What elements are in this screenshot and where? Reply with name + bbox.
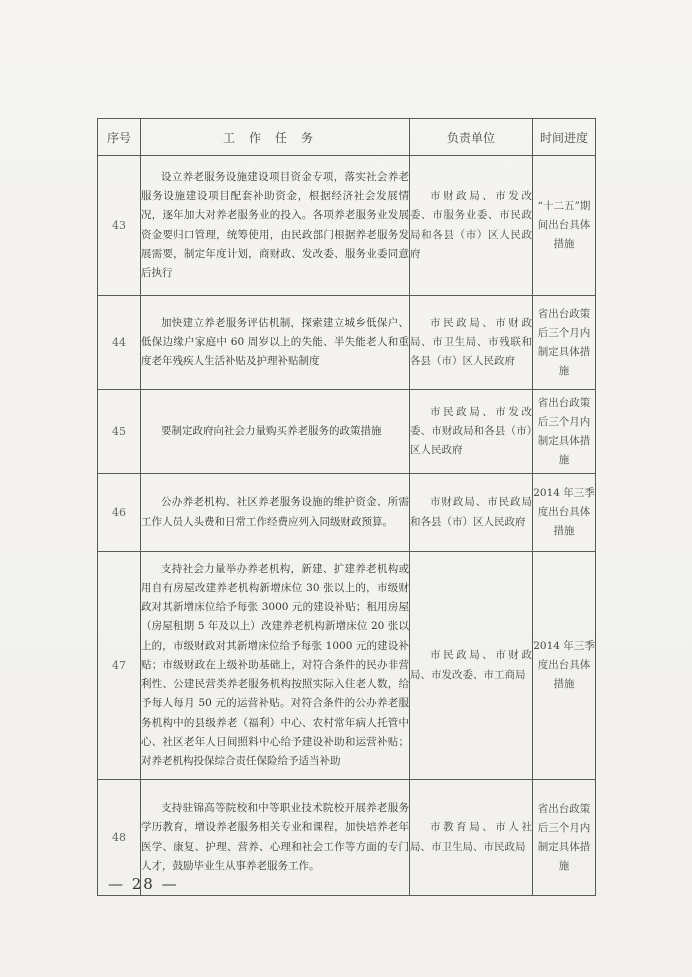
header-time: 时间进度: [533, 119, 596, 156]
page-number: — 28 —: [108, 875, 179, 893]
table-row: [98, 552, 596, 780]
row-task: 支持驻锦高等院校和中等职业技术院校开展养老服务学历教育，增设养老服务相关专业和课程，加快培养老年医学、康复、护理、营养、心理和社会工作等方面的专门人才，鼓励毕业生从事养老服务工作。: [141, 780, 410, 896]
row-no: 47: [98, 552, 141, 780]
row-time: 2014 年三季度出台具体措施: [533, 474, 596, 552]
row-time: 2014 年三季度出台具体措施: [533, 552, 596, 780]
row-no: 44: [98, 296, 141, 390]
row-unit: 市教育局、市人社局、市卫生局、市民政局: [410, 780, 533, 896]
row-unit: 市财政局、市发改委、市服务业委、市民政局和各县（市）区人民政府: [410, 156, 533, 296]
row-time: “十二五”期间出台具体措施: [533, 156, 596, 296]
row-unit: 市财政局、市民政局和各县（市）区人民政府: [410, 474, 533, 552]
row-no: 43: [98, 156, 141, 296]
row-task: 加快建立养老服务评估机制，探索建立城乡低保户、低保边缘户家庭中 60 周岁以上的失能、半失能老人和重度老年残疾人生活补贴及护理补贴制度: [141, 296, 410, 390]
row-time: 省出台政策后三个月内制定具体措施: [533, 296, 596, 390]
row-unit: 市民政局、市财政局、市发改委、市工商局: [410, 552, 533, 780]
row-task: 支持社会力量举办养老机构，新建、扩建养老机构或用自有房屋改建养老机构新增床位 30 张以上的，市级财政对其新增床位给予每张 3000 元的建设补贴；租用房屋（房屋租期 5 年及以上）改建养老机构新增床位 20 张以上的，市级财政对其新增床位给予每张 1000 元的建设补贴；市级财政在上级补助基础上，对符合条件的民办非营利性、公建民营类养老服务机构按照实际入住老人数，给予每人每月 50 元的运营补贴。对符合条件的公办养老服务机构中的县级养老（福利）中心、农村常年病人托管中心、社区老年人日间照料中心给予建设补助和运营补贴；对养老机构投保综合责任保险给予适当补助: [141, 552, 410, 780]
row-no: 48: [98, 780, 141, 896]
row-task: 公办养老机构、社区养老服务设施的维护资金、所需工作人员人头费和日常工作经费应列入同级财政预算。: [141, 474, 410, 552]
header-task: 工作任务: [141, 119, 410, 156]
row-task: 要制定政府向社会力量购买养老服务的政策措施: [141, 390, 410, 474]
row-unit: 市民政局、市财政局、市卫生局、市残联和各县（市）区人民政府: [410, 296, 533, 390]
row-time: 省出台政策后三个月内制定具体措施: [533, 780, 596, 896]
table-row: [98, 390, 596, 474]
header-no: 序号: [98, 119, 141, 156]
table-row: [98, 296, 596, 390]
row-no: 45: [98, 390, 141, 474]
header-unit: 负责单位: [410, 119, 533, 156]
row-task: 设立养老服务设施建设项目资金专项，落实社会养老服务设施建设项目配套补助资金，根据经济社会发展情况，逐年加大对养老服务业的投入。各项养老服务业发展资金要归口管理，统筹使用，由民政部门根据养老服务发展需要，制定年度计划，商财政、发改委、服务业委同意后执行: [141, 156, 410, 296]
table-row: [98, 156, 596, 296]
row-unit: 市民政局、市发改委、市财政局和各县（市）区人民政府: [410, 390, 533, 474]
table-header-row: [98, 119, 596, 156]
row-time: 省出台政策后三个月内制定具体措施: [533, 390, 596, 474]
task-table: [97, 118, 596, 896]
row-no: 46: [98, 474, 141, 552]
table-row: [98, 474, 596, 552]
